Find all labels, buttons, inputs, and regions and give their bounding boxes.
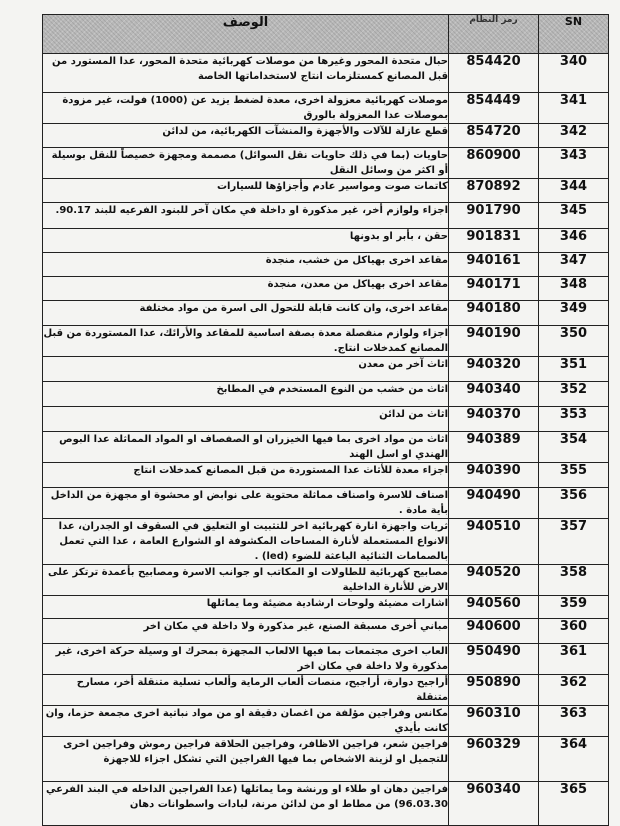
table-row [43,179,609,203]
item-sn: 363 [539,706,609,737]
item-sn: 343 [539,148,609,179]
item-code: 860900 [449,148,539,179]
item-description: حبال متحدة المحور وغيرها من موصلات كهربائية متحدة المحور، عدا المستورد من قبل المصانع كمستلزمات انتاج لاستخداماتها الخاصة [43,54,449,93]
item-description: موصلات كهربائية معزولة اخرى، معدة لضغط يزيد عن (1000) فولت، غير مزودة بموصلات عدا المعزولة بالورق [43,93,449,124]
item-description: مباني أخرى مسبقة الصنع، غير مذكورة ولا داخلة في مكان اخر [43,619,449,644]
item-sn: 340 [539,54,609,93]
item-sn: 361 [539,644,609,675]
item-description: مقاعد اخرى بهياكل من معدن، منجدة [43,277,449,301]
table-row [43,301,609,326]
item-description: مصابيح كهربائية للطاولات او المكاتب او جوانب الاسرة ومصابيح بأعمدة ترتكز على الارض للأنارة الداخلية [43,565,449,596]
item-sn: 348 [539,277,609,301]
item-description: حقن ، بأبر او بدونها [43,229,449,253]
item-code: 940190 [449,326,539,357]
table-row [43,737,609,782]
item-code: 870892 [449,179,539,203]
table-row [43,148,609,179]
item-sn: 365 [539,782,609,826]
item-sn: 357 [539,519,609,565]
table-row [43,565,609,596]
item-description: حاويات (بما في ذلك حاويات نقل السوائل) مصممة ومجهزة خصيصاً للنقل بوسيلة أو اكثر من وسائل النقل [43,148,449,179]
item-description: العاب اخرى مجتمعات بما فيها الالعاب المجهزة بمحرك او وسيلة حركة اخرى، غير مذكورة ولا داخلة في مكان اخر [43,644,449,675]
table-row [43,357,609,382]
item-description: ثريات واجهزة انارة كهربائية اخر للتثبيت او التعليق في السقوف او الجدران، عدا الانواع المستعملة لأنارة المساحات المكشوفة او الشوارع العامة ، عدا التي تعمل بالصمامات الثنائية الباعثة للضوء (led) . [43,519,449,565]
item-sn: 347 [539,253,609,277]
table-row [43,619,609,644]
item-description: مكانس وفراجين مؤلفة من اغصان دقيقة او من مواد نباتية اخرى مجمعة حزما، وان كانت بأيدي [43,706,449,737]
item-code: 950490 [449,644,539,675]
table-header [43,15,609,54]
item-code: 940560 [449,596,539,619]
table-row [43,519,609,565]
item-code: 854720 [449,124,539,148]
item-description: فراجين دهان او طلاء او ورنشة وما يماثلها (عدا الفراجين الداخله في البند الفرعي 96.03.30) من مطاط او من لدائن مرنة، لبادات واسطوانات دهان [43,782,449,826]
item-code: 940320 [449,357,539,382]
item-sn: 355 [539,463,609,488]
item-sn: 341 [539,93,609,124]
item-sn: 356 [539,488,609,519]
item-code: 940370 [449,407,539,432]
item-code: 940171 [449,277,539,301]
item-description: كاتمات صوت ومواسير عادم وأجزاؤها للسيارات [43,179,449,203]
table-row [43,54,609,93]
item-code: 940520 [449,565,539,596]
item-code: 940180 [449,301,539,326]
item-description: اثاث من لدائن [43,407,449,432]
table-row [43,407,609,432]
table-row [43,203,609,229]
item-code: 960329 [449,737,539,782]
item-sn: 351 [539,357,609,382]
item-description: اثاث من خشب من النوع المستخدم في المطابخ [43,382,449,407]
item-code: 940600 [449,619,539,644]
table-row [43,488,609,519]
item-description: اثاث آخر من معدن [43,357,449,382]
sn-column-header: SN [539,15,609,54]
item-code: 940161 [449,253,539,277]
item-code: 960340 [449,782,539,826]
table-row [43,229,609,253]
item-sn: 350 [539,326,609,357]
item-description: اثاث من مواد اخرى بما فيها الخيزران او الصفصاف او المواد المماثلة عدا البوص الهندي او اسل الهند [43,432,449,463]
item-sn: 358 [539,565,609,596]
table-row [43,382,609,407]
code-column-header: رمز النظام [449,15,539,54]
table-row [43,675,609,706]
item-sn: 360 [539,619,609,644]
item-code: 854420 [449,54,539,93]
item-sn: 346 [539,229,609,253]
item-description: مقاعد اخرى بهياكل من خشب، منجدة [43,253,449,277]
item-code: 854449 [449,93,539,124]
item-code: 960310 [449,706,539,737]
table-row [43,596,609,619]
description-column-header: الوصف [43,15,449,54]
table-row [43,277,609,301]
item-description: اجزاء معدة للأثاث عدا المستوردة من قبل المصانع كمدخلات انتاج [43,463,449,488]
item-sn: 353 [539,407,609,432]
tariff-items-table [42,14,609,826]
item-description: اجزاء ولوازم منفصلة معدة بصفة اساسية للمقاعد والأرائك، عدا المستوردة من قبل المصانع كمدخلات انتاج. [43,326,449,357]
item-description: أراجيح دوارة، أراجيح، منصات ألعاب الرماية وألعاب تسلية متنقلة أخر، مسارح متنقلة [43,675,449,706]
item-code: 950890 [449,675,539,706]
item-code: 940490 [449,488,539,519]
item-code: 940389 [449,432,539,463]
item-description: فراجين شعر، فراجين الاظافر، وفراجين الحلاقة فراجين رموش وفراجين اخرى للتجميل او لزينة الاشخاص بما فيها الفراجين التي تشكل اجزاء للاجهزة [43,737,449,782]
item-code: 901831 [449,229,539,253]
item-sn: 344 [539,179,609,203]
table-row [43,253,609,277]
item-sn: 359 [539,596,609,619]
item-description: اجزاء ولوازم أخر، غير مذكورة او داخلة في مكان آخر للبنود الفرعيه للبند 90.17. [43,203,449,229]
item-sn: 342 [539,124,609,148]
item-sn: 364 [539,737,609,782]
table-row [43,782,609,826]
item-sn: 354 [539,432,609,463]
table-row [43,93,609,124]
item-sn: 352 [539,382,609,407]
item-code: 901790 [449,203,539,229]
item-sn: 362 [539,675,609,706]
table-row [43,463,609,488]
item-description: قطع عازلة للآلات والأجهزة والمنشآت الكهربائية، من لدائن [43,124,449,148]
item-code: 940510 [449,519,539,565]
item-description: اشارات مضيئة ولوحات ارشادية مضيئة وما يماثلها [43,596,449,619]
item-description: اصناف للاسرة واصناف مماثلة محتوية على نوابض او محشوة او مجهزة من الداخل بأية مادة . [43,488,449,519]
table-row [43,432,609,463]
item-code: 940340 [449,382,539,407]
table-row [43,706,609,737]
table-row [43,326,609,357]
table-body [43,54,609,826]
table-row [43,644,609,675]
table-row [43,124,609,148]
item-code: 940390 [449,463,539,488]
item-sn: 349 [539,301,609,326]
item-description: مقاعد اخرى، وان كانت قابلة للتحول الى اسرة من مواد مختلفة [43,301,449,326]
item-sn: 345 [539,203,609,229]
